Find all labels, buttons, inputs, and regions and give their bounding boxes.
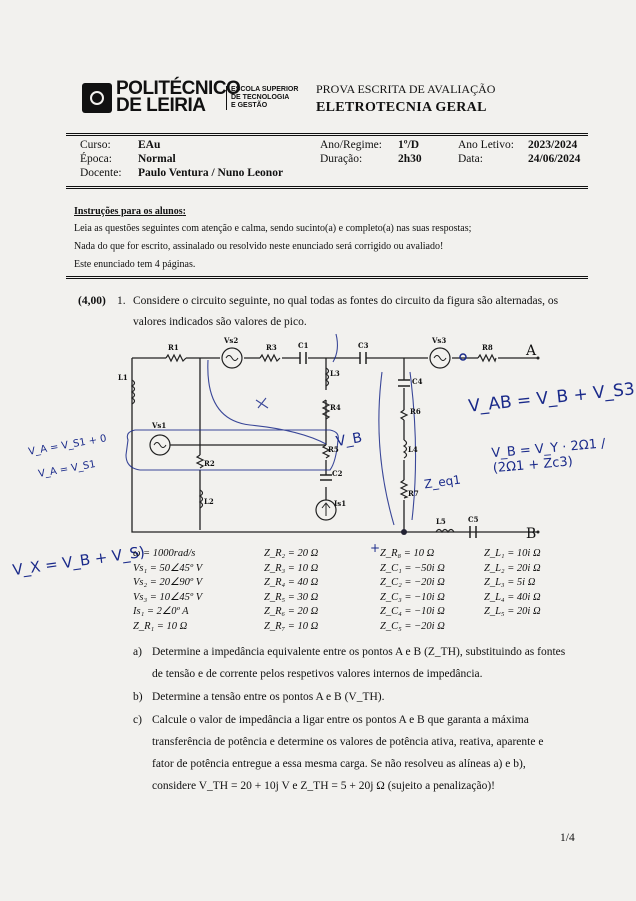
resistor-r4 [323, 400, 329, 419]
data-label: Data: [458, 153, 483, 165]
params-col-1 [133, 547, 202, 634]
handwritten-note-6: V_B [334, 429, 364, 451]
handwritten-note-1: V_AB = V_B + V_S3 [467, 379, 636, 417]
param: Z_R₃ = 10 Ω [264, 562, 319, 574]
params-col-4 [484, 547, 541, 620]
subq-c-label: c) [133, 714, 142, 726]
label-a: A [526, 343, 537, 359]
ano-regime-label: Ano/Regime: [320, 139, 382, 151]
label-c3: C3 [358, 341, 369, 350]
duracao-label: Duração: [320, 153, 363, 165]
label-c4: C4 [412, 377, 423, 386]
subq-a-label: a) [133, 646, 142, 658]
param: Z_C₂ = −20i Ω [380, 577, 445, 588]
label-vs1: Vs1 [152, 421, 167, 430]
capacitor-c1 [300, 352, 306, 364]
label-c1: C1 [298, 341, 309, 350]
label-c2: C2 [332, 469, 343, 478]
param: Z_L₄ = 40i Ω [484, 591, 541, 603]
label-is1: Is1 [334, 499, 347, 508]
handwritten-note-4: V_A = V_S1 [37, 459, 97, 480]
params-col-2 [264, 547, 318, 634]
label-l2: L2 [204, 497, 214, 506]
param: Z_C₅ = −20i Ω [380, 620, 445, 632]
instruction-line-3: Este enunciado tem 4 páginas. [74, 259, 196, 270]
param: Z_L₂ = 20i Ω [484, 562, 541, 574]
label-r1: R1 [168, 343, 179, 352]
handwritten-note-7: Z_eq1 [423, 472, 462, 492]
docente-value: Paulo Ventura / Nuno Leonor [138, 167, 284, 179]
duracao-value: 2h30 [398, 153, 422, 165]
params-col-3 [380, 547, 445, 634]
question-number: 1. [117, 295, 126, 307]
logo-sub-3: E GESTÃO [231, 102, 268, 109]
param: Z_C₄ = −10i Ω [380, 606, 445, 617]
param: Z_R₁ = 10 Ω [133, 620, 188, 632]
param: Z_R₈ = 10 Ω [380, 548, 435, 559]
handwritten-curve [379, 372, 394, 525]
label-l5: L5 [436, 517, 446, 526]
docente-label: Docente: [80, 167, 122, 179]
param: Vs₃ = 10∠45º V [133, 591, 203, 603]
epoca-value: Normal [138, 153, 176, 165]
subq-c-line-1: Calcule o valor de impedância a ligar entre os pontos A e B que garanta a máxima [152, 714, 529, 726]
label-b: B [526, 526, 537, 542]
subq-b-line-1: Determine a tensão entre os pontos A e B (V_TH). [152, 691, 385, 703]
param: Z_L₁ = 10i Ω [484, 548, 541, 559]
label-r8: R8 [482, 343, 493, 352]
label-l3: L3 [330, 369, 340, 378]
terminal-a-icon [537, 357, 540, 360]
label-l4: L4 [408, 445, 418, 454]
label-r6: R6 [410, 407, 421, 416]
capacitor-c4 [398, 380, 410, 386]
logo-line2: DE LEIRIA [116, 95, 206, 116]
curso-value: EAu [138, 139, 161, 151]
logo-sub-2: DE TECNOLOGIA [231, 94, 290, 101]
subq-a-line-2: de tensão e de corrente pelos respetivos valores internos de impedância. [152, 668, 483, 680]
curso-label: Curso: [80, 139, 111, 151]
course-title: ELETROTECNIA GERAL [316, 100, 487, 115]
question-points: (4,00) [78, 295, 106, 307]
label-r2: R2 [204, 459, 215, 468]
param: Z_R₄ = 40 Ω [264, 577, 319, 588]
resistor-r7 [401, 480, 407, 498]
logo-line1: POLITÉCNICO [116, 78, 241, 99]
label-r3: R3 [266, 343, 277, 352]
resistor-r2 [197, 455, 203, 468]
param: Z_L₅ = 20i Ω [484, 606, 541, 617]
label-r7: R7 [408, 489, 419, 498]
handwritten-note-2: V_B = V_Y · 2Ω1 / (2Ω1 + Zc3) [490, 436, 607, 477]
node-a-circle-icon [460, 354, 466, 360]
param: Z_L₃ = 5i Ω [484, 577, 536, 588]
data-value: 24/06/2024 [528, 153, 581, 165]
param: Is₁ = 2∠0º A [133, 606, 189, 617]
handwritten-note-8: + [370, 541, 381, 555]
param: Z_C₃ = −10i Ω [380, 591, 445, 603]
page-number: 1/4 [560, 832, 575, 844]
instruction-line-1: Leia as questões seguintes com atenção e calma, sendo sucinto(a) e completo(a) nas suas respostas; [74, 223, 472, 234]
instructions-title: Instruções para os alunos: [74, 206, 186, 217]
subq-c-line-2: transferência de potência e determine os valores de potência ativa, reativa, aparente e [152, 736, 544, 748]
label-l1: L1 [118, 373, 128, 382]
label-c5: C5 [468, 515, 479, 524]
ano-letivo-value: 2023/2024 [528, 139, 578, 151]
logo-sub-1: ESCOLA SUPERIOR [231, 86, 299, 93]
instruction-line-2: Nada do que for escrito, assinalado ou resolvido neste enunciado será corrigido ou avaliado! [74, 241, 444, 252]
label-vs3: Vs3 [432, 336, 447, 345]
handwritten-mark [256, 398, 268, 408]
resistor-r6 [401, 410, 407, 420]
subq-c-line-3: fator de potência entregue a essa mesma carga. Se não resolveu as alíneas a) e b), [152, 758, 526, 770]
param: Vs₁ = 50∠45º V [133, 562, 203, 574]
subq-a-line-1: Determine a impedância equivalente entre os pontos A e B (Z_TH), substituindo as fontes [152, 646, 566, 658]
node-b-dot-icon [401, 529, 407, 535]
handwritten-note-3: V_A = V_S1 + 0 [27, 433, 108, 458]
param: Z_R₆ = 20 Ω [264, 606, 319, 617]
question-text-1: Considere o circuito seguinte, no qual todas as fontes do circuito da figura são alternadas, os [133, 295, 559, 307]
resistor-r1 [166, 355, 186, 361]
resistor-r3 [260, 355, 280, 361]
epoca-label: Época: [80, 153, 112, 165]
resistor-r8 [478, 355, 496, 361]
handwritten-note-5: V_X = V_B + V_S) [11, 542, 147, 580]
subq-b-label: b) [133, 691, 143, 703]
capacitor-c2 [320, 475, 332, 480]
capacitor-c3 [360, 352, 366, 364]
label-r4: R4 [330, 403, 341, 412]
subq-c-line-4: considere V_TH = 20 + 10j V e Z_TH = 5 + 20j Ω (sujeito a penalização)! [152, 780, 495, 792]
param: Vs₂ = 20∠90º V [133, 577, 203, 588]
param: Z_C₁ = −50i Ω [380, 562, 445, 574]
terminal-b-icon [537, 531, 540, 534]
param: ω = 1000rad/s [133, 548, 196, 559]
param: Z_R₅ = 30 Ω [264, 591, 319, 603]
ano-letivo-label: Ano Letivo: [458, 139, 514, 151]
exam-type: PROVA ESCRITA DE AVALIAÇÃO [316, 82, 496, 96]
inductor-l4 [404, 440, 407, 458]
handwritten-curve [208, 360, 326, 444]
ano-regime-value: 1º/D [398, 139, 420, 151]
question-text-2: valores indicados são valores de pico. [133, 316, 307, 328]
param: Z_R₇ = 10 Ω [264, 620, 319, 632]
label-r5: R5 [328, 445, 339, 454]
param: Z_R₂ = 20 Ω [264, 548, 319, 559]
label-vs2: Vs2 [224, 336, 239, 345]
